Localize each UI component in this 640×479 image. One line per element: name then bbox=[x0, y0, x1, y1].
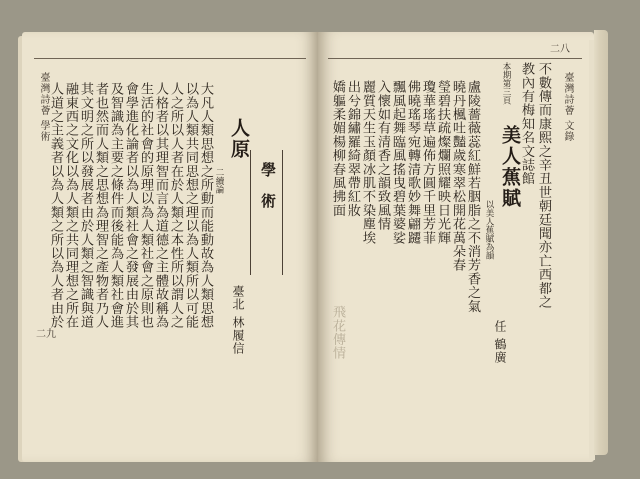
left-page-number: 二九 bbox=[36, 329, 56, 340]
left-running-head: 臺灣詩薈 學術 bbox=[38, 72, 49, 143]
right-header-rule bbox=[328, 58, 582, 59]
text-column: 瑩碧扶疏燦爛照耀映日光輝 bbox=[435, 80, 450, 245]
left-article-title: 人原 bbox=[228, 118, 250, 160]
right-page-number: 二八 bbox=[550, 44, 570, 55]
text-column: 麗質天生玉顏冰肌不染塵埃 bbox=[360, 80, 375, 245]
left-header-rule bbox=[34, 58, 306, 59]
text-column: 佛曉瑤琴宛轉清歌妙舞翩躚 bbox=[405, 80, 420, 245]
text-column: 入懷如有清香之韻致風情 bbox=[375, 80, 390, 231]
section-frame-left bbox=[250, 150, 251, 275]
text-column: 人道之主義者以為人類之所以為人者由於 bbox=[48, 82, 63, 329]
text-column: 及智識為主要之條件而後能為人類社會進 bbox=[108, 82, 123, 329]
page-stack-right bbox=[594, 30, 608, 455]
text-column: 出兮錦繡羅綺翠帶紅妝 bbox=[345, 80, 360, 217]
text-column: 人格者以其理智而言為道德之主體故稱為 bbox=[153, 82, 168, 329]
left-article-author: 臺北 林履信 bbox=[231, 285, 245, 355]
text-column: 融東西之文化以為人類之共同理想之所在 bbox=[63, 82, 78, 329]
text-column: 生活的社會的原理以為人類社會之原則也 bbox=[138, 82, 153, 329]
text-column: 者也然而人類之思想為理智之產物者乃人 bbox=[93, 82, 108, 329]
right-article-author: 任 鶴廣 bbox=[493, 320, 507, 364]
text-column: 其文明之所以發展者由於人類之智識與道 bbox=[78, 82, 93, 329]
right-article-title: 美人蕉賦 bbox=[499, 125, 521, 209]
text-column: 盧陵薔薇蕊紅鮮若胭脂之不消芳香之氣 bbox=[465, 80, 480, 313]
text-column: 飄風起舞臨風搖曳碧葉婆娑 bbox=[390, 80, 405, 245]
text-column: 曉丹楓吐豔歲寒翠松開花萬朵春 bbox=[450, 80, 465, 272]
section-title: 學術 bbox=[259, 162, 277, 224]
right-article-subtitle: 以美人蕉賦為韻 bbox=[484, 200, 494, 260]
text-column: 大凡人類思想之所動而能動故為人類思想 bbox=[198, 82, 213, 329]
intro-column-2: 教內有梅知名文誌館 bbox=[519, 62, 534, 186]
text-column: 嬌軀柔媚楊柳春風拂面 bbox=[330, 80, 345, 217]
text-column: 人之所以人者在於人類之本性所以謂人之 bbox=[168, 82, 183, 329]
section-frame-right bbox=[282, 150, 283, 275]
text-column: 會學進化論者以為人類社會之發展由於其 bbox=[123, 82, 138, 329]
text-column: 瓊華瑤草遍佈方圓千里芳菲 bbox=[420, 80, 435, 245]
text-column: 以為人類共同思想之理以為人類所以可能 bbox=[183, 82, 198, 329]
continuation-note: 本期第三頁 bbox=[501, 62, 511, 105]
intro-column-1: 不數傳而康熙之辛丑世朝廷聞亦亡西都之 bbox=[536, 62, 551, 309]
right-running-head: 臺灣詩薈 文錄 bbox=[562, 72, 573, 143]
left-article-subtitle: 二續論 bbox=[214, 168, 224, 194]
bleed-through-text: 飛花傳情 bbox=[330, 305, 345, 360]
